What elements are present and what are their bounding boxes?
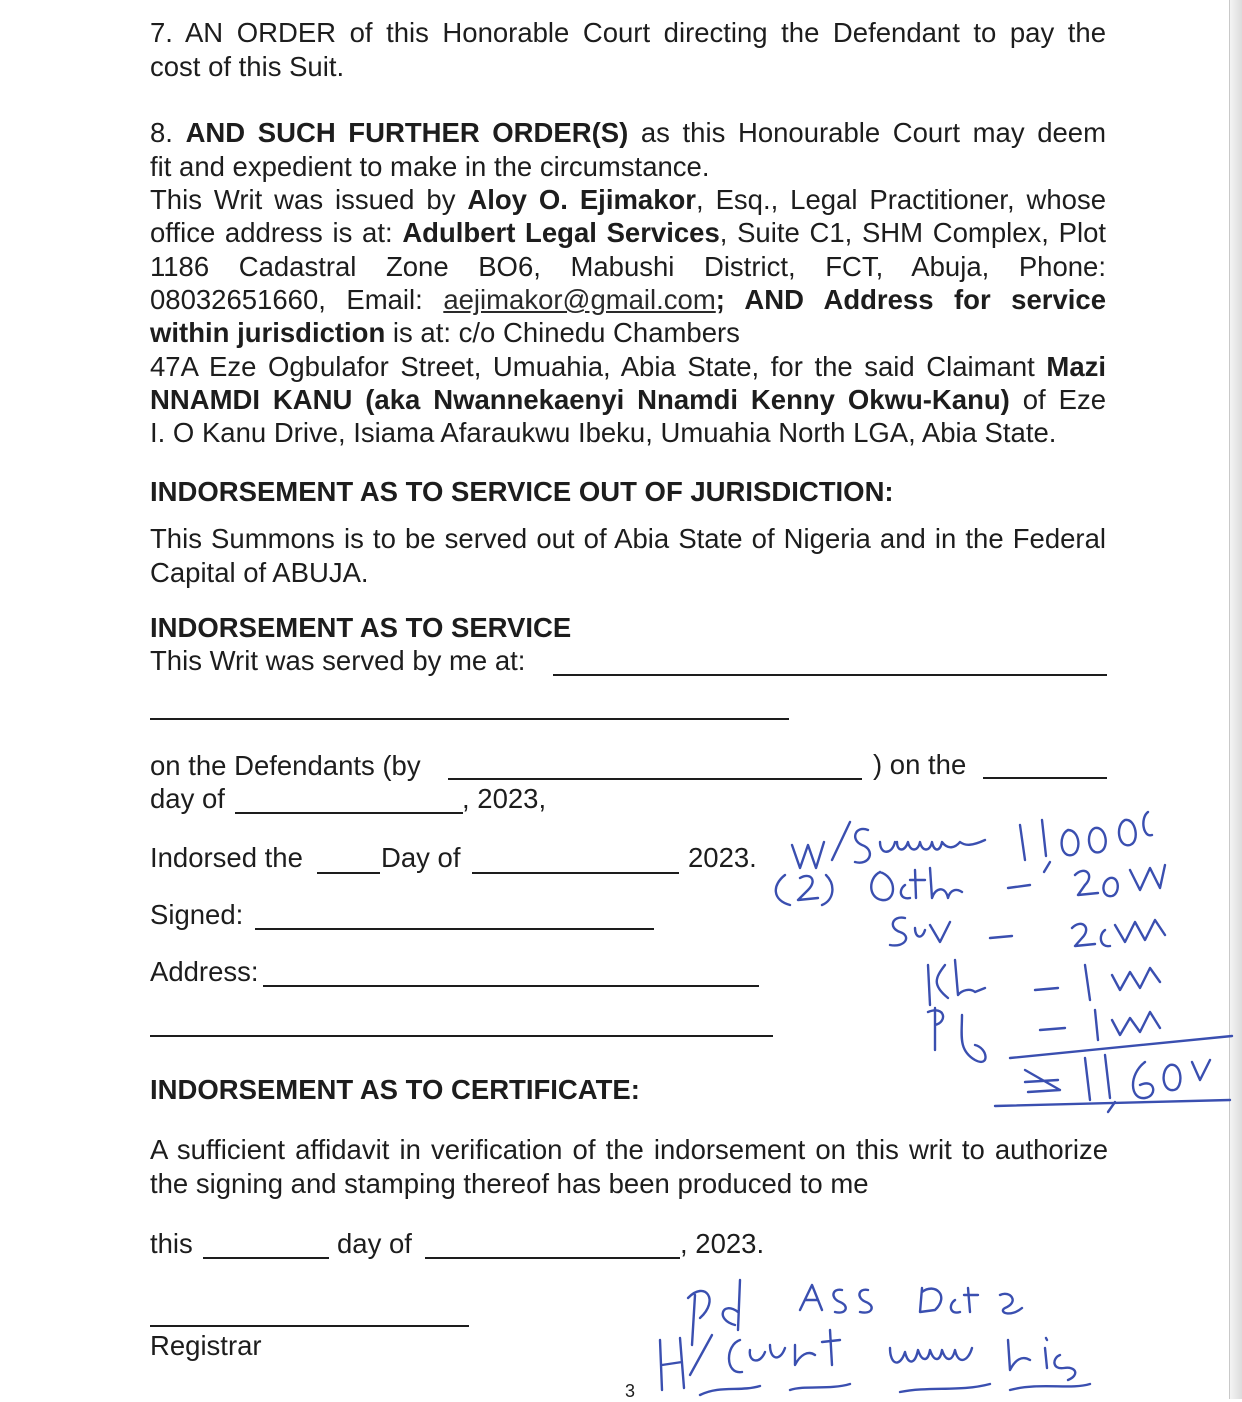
handwriting-stroke — [700, 1384, 1090, 1395]
handwriting-stroke — [723, 1280, 740, 1330]
paragraph-8-line-1: 8. AND SUCH FURTHER ORDER(S) as this Honourable Court may deem — [150, 117, 1106, 148]
writ-issued-line-3: 1186 Cadastral Zone BO6, Mabushi District, FCT, Abuja, Phone: — [150, 251, 1106, 282]
writ-issued-line-7: NNAMDI KANU (aka Nwannekaenyi Nnamdi Kenny Okwu-Kanu) of Eze — [150, 384, 1106, 415]
address-label: Address: — [150, 956, 259, 987]
writ-issued-line-4: 08032651660, Email: aejimakor@gmail.com; AND Address for service — [150, 284, 1106, 315]
paragraph-7-line-2: cost of this Suit. — [150, 51, 345, 82]
writ-issued-line-1: This Writ was issued by Aloy O. Ejimakor, Esq., Legal Practitioner, whose — [150, 184, 1106, 215]
handwriting-stroke — [729, 1330, 840, 1372]
handwriting-stroke — [920, 1288, 1022, 1313]
certificate-line-1: A sufficient affidavit in verification of the indorsement on this writ to authorize — [150, 1134, 1108, 1165]
indorsed-day-of-label: Day of — [381, 842, 461, 873]
writ-issued-line-8: I. O Kanu Drive, Isiama Afaraukwu Ibeku, Umuahia North LGA, Abia State. — [150, 417, 1057, 448]
signed-label: Signed: — [150, 899, 244, 930]
service-out-heading: INDORSEMENT AS TO SERVICE OUT OF JURISDICTION: — [150, 476, 894, 507]
day-of-label: day of — [150, 783, 225, 814]
service-out-line-1: This Summons is to be served out of Abia State of Nigeria and in the Federal — [150, 523, 1106, 554]
writ-issued-line-2: office address is at: Adulbert Legal Services, Suite C1, SHM Complex, Plot — [150, 217, 1107, 248]
handwriting-stroke — [688, 1291, 710, 1345]
certificate-line-2: the signing and stamping thereof has been produced to me — [150, 1168, 869, 1199]
handwriting-stroke — [800, 1285, 872, 1313]
handwriting-stroke — [660, 1338, 684, 1390]
served-at-label: This Writ was served by me at: — [150, 645, 526, 676]
certificate-this-label: this — [150, 1228, 193, 1259]
writ-issued-line-6: 47A Eze Ogbulafor Street, Umuahia, Abia State, for the said Claimant Mazi — [150, 351, 1106, 382]
registrar-label: Registrar — [150, 1330, 262, 1361]
indorsed-the-label: Indorsed the — [150, 842, 303, 873]
year-label-2: 2023. — [688, 842, 757, 873]
certificate-day-of-label: day of — [337, 1228, 412, 1259]
certificate-year-label: , 2023. — [680, 1228, 765, 1259]
on-the-label: ) on the — [873, 749, 967, 780]
certificate-heading: INDORSEMENT AS TO CERTIFICATE: — [150, 1074, 640, 1105]
writ-issued-line-5: within jurisdiction is at: c/o Chinedu Chambers — [150, 317, 740, 348]
handwriting-stroke — [890, 1348, 972, 1363]
service-out-line-2: Capital of ABUJA. — [150, 557, 369, 588]
paragraph-8-line-2: fit and expedient to make in the circumstance. — [150, 151, 710, 182]
service-heading: INDORSEMENT AS TO SERVICE — [150, 612, 572, 643]
page-number: 3 — [625, 1381, 636, 1401]
year-label-1: , 2023, — [462, 783, 547, 814]
email-link[interactable]: aejimakor@gmail.com — [443, 284, 716, 315]
paragraph-7-line-1: 7. AN ORDER of this Honorable Court directing the Defendant to pay the — [150, 17, 1106, 48]
handwriting-stroke — [1008, 1338, 1075, 1380]
on-defendants-label: on the Defendants (by — [150, 750, 421, 781]
